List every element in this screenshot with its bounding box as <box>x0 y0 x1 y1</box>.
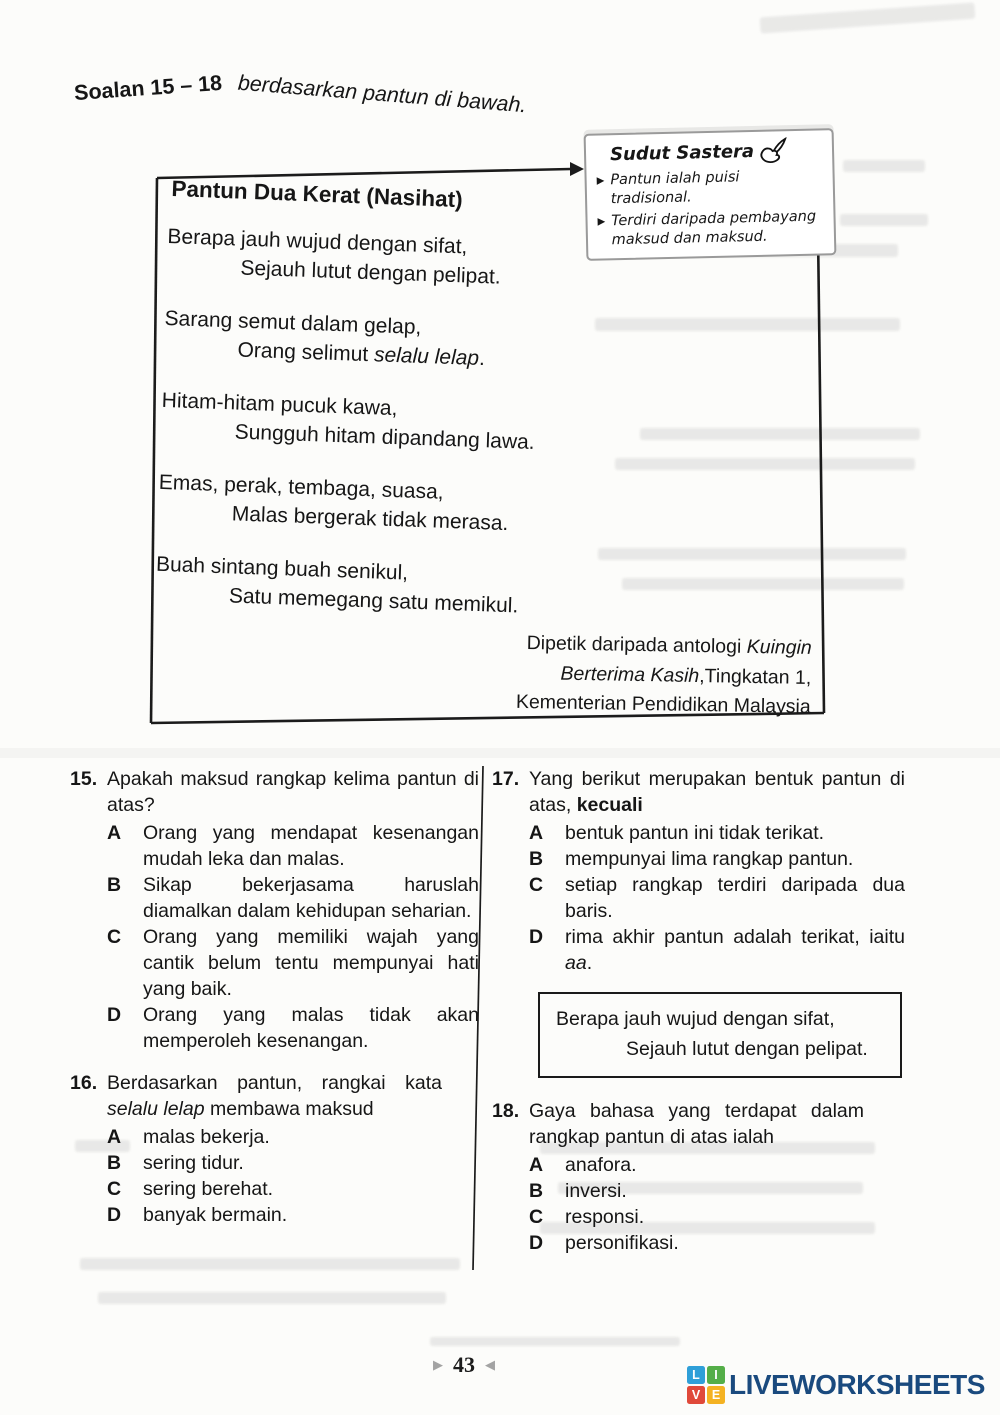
question-head <box>492 1098 905 1150</box>
option-row <box>107 1150 479 1176</box>
stem-text: Berdasarkan pantun, rangkai kata <box>107 1072 442 1094</box>
right-column <box>492 766 905 1256</box>
verse-line: Satu memegang satu memikul. <box>228 584 519 618</box>
question-head <box>70 766 479 818</box>
stem-text-italic: selalu lelap <box>107 1098 205 1120</box>
pantun-stanza <box>163 304 645 379</box>
option-row <box>107 1124 479 1150</box>
attribution-text: Dipetik daripada antologi <box>526 632 747 658</box>
option-letter: D <box>529 926 544 948</box>
question-head <box>70 1070 479 1122</box>
pantun-quote-box <box>538 992 902 1078</box>
pantun-attribution <box>419 627 812 722</box>
logo-square-i: I <box>707 1366 725 1384</box>
verse-line: Buah sintang buah senikul, <box>155 552 409 585</box>
verse-line: Sungguh hitam dipandang lawa. <box>234 420 535 454</box>
pantun-box-left-edge <box>151 178 157 723</box>
question-18 <box>492 1098 905 1256</box>
option-text: Orang yang malas tidak akan memperoleh kesenangan. <box>143 1004 479 1052</box>
triangle-bullet-icon: ▶ <box>597 216 606 228</box>
option-text <box>565 924 905 976</box>
quote-line: Berapa jauh wujud dengan sifat, <box>556 1008 835 1030</box>
pantun-title: Pantun Dua Kerat (Nasihat) <box>171 176 464 213</box>
option-letter: C <box>107 1178 122 1200</box>
logo-square-v: V <box>687 1386 705 1404</box>
sudut-sastera-box <box>584 128 837 261</box>
attribution-title-italic: Kuingin <box>746 635 812 659</box>
option-text-part: rima akhir pantun adalah terikat, iaitu <box>565 926 905 948</box>
option-text: sering tidur. <box>143 1152 244 1174</box>
verse-text-italic: selalu lelap <box>373 343 480 370</box>
option-text: Sikap bekerjasama haruslah diamalkan dalam kehidupan seharian. <box>143 874 479 922</box>
question-number: 15. <box>70 768 98 790</box>
verse-text: . <box>478 346 486 371</box>
option-row <box>107 1202 479 1228</box>
option-letter: B <box>107 874 122 896</box>
question-15 <box>70 766 479 1054</box>
left-arrow-icon: ◀ <box>485 1357 495 1372</box>
option-text: malas bekerja. <box>143 1126 270 1148</box>
option-text: mempunyai lima rangkap pantun. <box>565 848 854 870</box>
option-row <box>529 1230 905 1256</box>
option-row <box>107 1176 479 1202</box>
attribution-line: Kementerian Pendidikan Malaysia <box>515 690 811 718</box>
option-letter: A <box>529 822 544 844</box>
bleedthrough-artifact <box>98 1292 446 1304</box>
option-row <box>529 1178 905 1204</box>
pantun-stanza <box>166 222 648 297</box>
option-letter: D <box>107 1004 122 1026</box>
stem-text-bold: kecuali <box>576 794 643 816</box>
heading-question-range: Soalan 15 – 18 <box>73 70 223 106</box>
arrowhead-icon <box>570 162 584 176</box>
logo-square-e: E <box>707 1386 725 1404</box>
pantun-stanza <box>157 468 639 543</box>
right-arrow-icon: ▶ <box>433 1357 443 1372</box>
option-text: banyak bermain. <box>143 1204 288 1226</box>
option-letter: A <box>529 1154 544 1176</box>
option-text: responsi. <box>565 1206 645 1228</box>
option-letter: C <box>107 926 122 948</box>
liveworksheets-logo <box>687 1366 985 1404</box>
bleedthrough-artifact <box>843 160 925 172</box>
page-heading <box>73 70 528 118</box>
option-row <box>529 820 905 846</box>
question-stem <box>529 766 905 818</box>
stem-text: membawa maksud <box>204 1098 374 1120</box>
options-list <box>70 1124 479 1228</box>
bleedthrough-artifact <box>598 548 906 560</box>
bleedthrough-artifact <box>840 214 928 226</box>
pantun-box-top-edge <box>157 169 571 178</box>
option-text: Orang yang mendapat kesenangan mudah leka dan malas. <box>143 822 479 870</box>
page-number-nav <box>433 1352 495 1378</box>
option-text: bentuk pantun ini tidak terikat. <box>565 822 825 844</box>
option-letter: D <box>107 1204 122 1226</box>
bleedthrough-artifact <box>622 578 904 590</box>
option-row <box>107 872 479 924</box>
option-letter: B <box>529 848 544 870</box>
option-row <box>529 1152 905 1178</box>
page-number: 43 <box>453 1352 475 1377</box>
option-text: setiap rangkap terdiri daripada dua baris. <box>565 874 905 922</box>
option-letter: A <box>107 1126 122 1148</box>
verse-line: Berapa jauh wujud dengan sifat, <box>167 224 468 259</box>
options-list <box>492 1152 905 1256</box>
verse-line: Emas, perak, tembaga, suasa, <box>158 470 444 504</box>
sudut-sastera-title: Sudut Sastera <box>609 140 755 166</box>
option-row <box>529 872 905 924</box>
pantun-stanzas <box>154 222 648 649</box>
question-stem: Gaya bahasa yang terdapat dalam rangkap pantun di atas ialah <box>529 1100 864 1148</box>
attribution-text: ,Tingkatan 1, <box>699 664 812 689</box>
question-stem: Apakah maksud rangkap kelima pantun di atas? <box>107 768 479 816</box>
option-letter: A <box>107 822 122 844</box>
option-letter: D <box>529 1232 544 1254</box>
option-letter: B <box>529 1180 544 1202</box>
quote-line: Sejauh lutut dengan pelipat. <box>626 1038 868 1060</box>
bleedthrough-artifact <box>640 428 920 440</box>
option-text: personifikasi. <box>565 1232 679 1254</box>
option-row <box>107 924 479 1002</box>
option-text: Orang yang memiliki wajah yang cantik belum tentu mempunyai hati yang baik. <box>143 926 479 1000</box>
option-row <box>107 1002 479 1054</box>
left-column <box>70 766 479 1228</box>
option-letter: C <box>529 1206 544 1228</box>
bleedthrough-artifact <box>430 1337 680 1346</box>
quill-in-hand-icon <box>758 137 789 165</box>
option-letter: B <box>107 1152 122 1174</box>
options-list <box>70 820 479 1054</box>
question-head <box>492 766 905 818</box>
option-row <box>107 820 479 872</box>
question-16 <box>70 1070 479 1228</box>
attribution-title-italic: Berterima Kasih <box>560 662 700 687</box>
question-number: 18. <box>492 1100 520 1122</box>
question-stem <box>107 1070 442 1122</box>
sudut-bullet-text: Pantun ialah puisi tradisional. <box>610 169 740 208</box>
liveworksheets-grid-icon <box>687 1366 725 1404</box>
question-17 <box>492 766 905 976</box>
pantun-stanza <box>155 550 637 625</box>
verse-line: Sejauh lutut dengan pelipat. <box>240 256 502 289</box>
verse-line: Hitam-hitam pucuk kawa, <box>161 388 398 421</box>
option-text-italic: aa <box>565 952 587 974</box>
option-letter: C <box>529 874 544 896</box>
option-row <box>529 1204 905 1230</box>
verse-line: Sarang semut dalam gelap, <box>164 306 422 339</box>
bleedthrough-artifact <box>80 1258 460 1270</box>
sudut-bullet-text: Terdiri daripada pembayang maksud dan maksud. <box>611 208 817 249</box>
pantun-stanza <box>160 386 642 461</box>
options-list <box>492 820 905 976</box>
question-number: 16. <box>70 1072 98 1094</box>
logo-square-l: L <box>687 1366 705 1384</box>
option-text: inversi. <box>565 1180 627 1202</box>
verse-text: Orang selimut <box>237 338 375 367</box>
option-text-part: . <box>586 952 593 974</box>
verse-line: Malas bergerak tidak merasa. <box>231 502 509 536</box>
sudut-bullet-item <box>596 166 825 209</box>
option-text: sering berehat. <box>143 1178 274 1200</box>
question-number: 17. <box>492 768 520 790</box>
sudut-sastera-header <box>610 136 825 168</box>
bleedthrough-artifact <box>615 458 915 470</box>
option-text: anafora. <box>565 1154 637 1176</box>
liveworksheets-wordmark: LIVEWORKSHEETS <box>729 1369 985 1400</box>
triangle-bullet-icon: ▶ <box>596 175 605 187</box>
stem-text: Yang berikut merupakan bentuk pantun di atas, <box>529 768 905 816</box>
option-row <box>529 924 905 976</box>
option-row <box>529 846 905 872</box>
scan-band <box>0 748 1000 758</box>
heading-instruction: berdasarkan pantun di bawah. <box>237 70 528 118</box>
bleedthrough-artifact <box>760 3 976 34</box>
sudut-bullet-item <box>597 207 826 250</box>
